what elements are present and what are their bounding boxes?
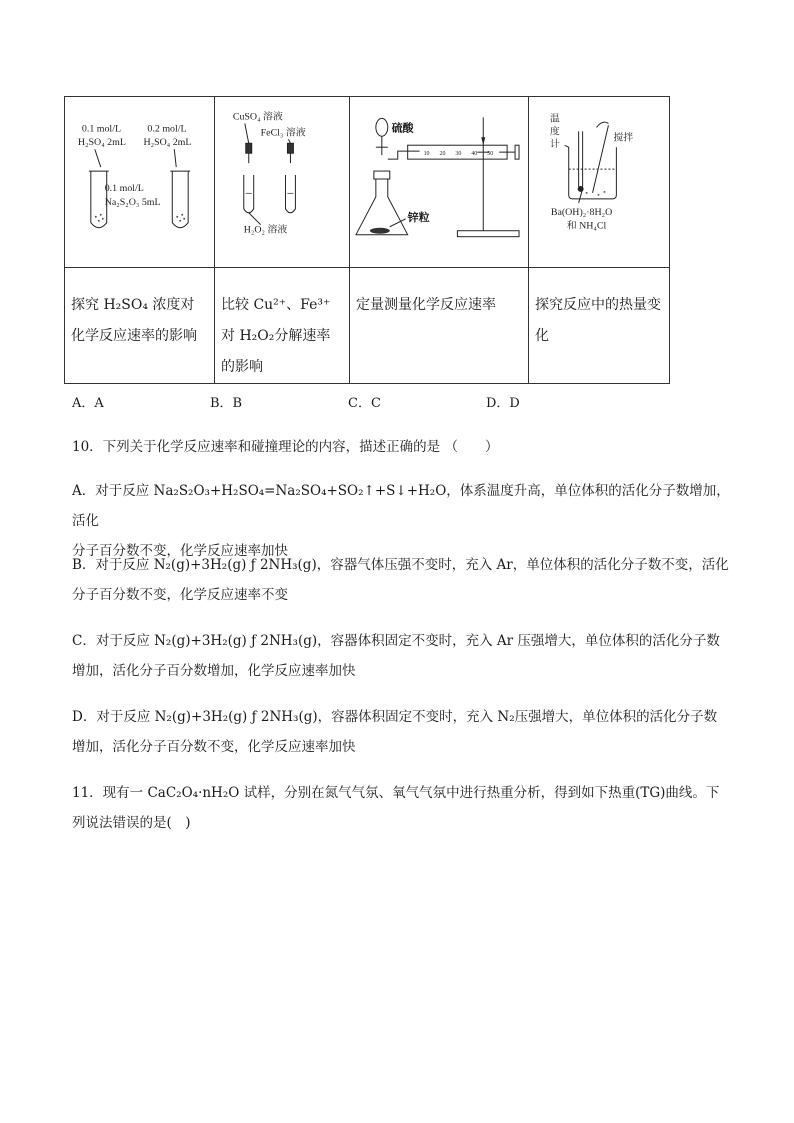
label-thermo-3: 计 bbox=[549, 139, 560, 151]
syringe-tick-10: 10 bbox=[423, 151, 430, 158]
label-conc-1: 0.1 mol/L bbox=[81, 123, 122, 135]
label-fecl3: FeCl₃ 溶液 bbox=[260, 127, 306, 139]
q10-d-line-1: D．对于反应 N₂(g)+3H₂(g) ƒ 2NH₃(g)，容器体积固定不变时，充入 N₂压强增大，单位体积的活化分子数 bbox=[72, 709, 718, 725]
option-a[interactable]: A．A bbox=[72, 396, 104, 411]
syringe-tick-30: 30 bbox=[455, 151, 462, 158]
q11-line-2: 列说法错误的是( ) bbox=[72, 815, 191, 831]
q10-stem: 10．下列关于化学反应速率和碰撞理论的内容，描述正确的是 （ ） bbox=[72, 439, 499, 455]
conical-flask bbox=[356, 179, 408, 235]
experiment-d-caption: 探究反应中的热量变化 bbox=[529, 268, 670, 384]
stirring-rod bbox=[593, 125, 609, 193]
label-na2s2o3: Na₂S₂O₃ 5mL bbox=[104, 196, 161, 208]
test-tube-2 bbox=[172, 171, 188, 228]
experiment-a-caption: 探究 H₂SO₄ 浓度对化学反应速率的影响 bbox=[65, 268, 215, 384]
experiment-b-caption: 比较 Cu²⁺、Fe³⁺对 H₂O₂分解速率的影响 bbox=[215, 268, 350, 384]
experiment-c-caption: 定量测量化学反应速率 bbox=[350, 268, 529, 384]
q10-a-line-2: 分子百分数不变，化学反应速率加快 bbox=[72, 543, 288, 559]
label-thermo-2: 度 bbox=[549, 126, 560, 138]
separatory-funnel bbox=[376, 118, 388, 136]
experiment-a-figure bbox=[65, 97, 215, 268]
q10-c-line-2: 增加，活化分子百分数增加，化学反应速率加快 bbox=[72, 663, 356, 679]
gas-syringe-diagram bbox=[350, 97, 528, 267]
label-sulfuric-acid: 硫酸 bbox=[391, 121, 414, 135]
label-cuso4: CuSO₄ 溶液 bbox=[232, 111, 283, 123]
syringe-tick-40: 40 bbox=[471, 151, 478, 158]
experiment-b-figure bbox=[215, 97, 350, 268]
label-conc-3: 0.1 mol/L bbox=[104, 182, 144, 194]
q10-c-line-1: C．对于反应 N₂(g)+3H₂(g) ƒ 2NH₃(g)，容器体积固定不变时，充入 Ar 压强增大，单位体积的活化分子数 bbox=[72, 633, 720, 649]
label-h2o2: H₂O₂ 溶液 bbox=[243, 224, 288, 236]
stir-arrow bbox=[597, 122, 609, 127]
label-zinc: 锌粒 bbox=[407, 210, 430, 224]
question-11 bbox=[72, 778, 732, 838]
label-conc-2: 0.2 mol/L bbox=[147, 123, 187, 135]
beaker-diagram bbox=[529, 97, 669, 267]
experiment-c-figure bbox=[350, 97, 529, 268]
beaker bbox=[565, 145, 617, 199]
label-thermo-1: 温 bbox=[549, 113, 560, 125]
q10-option-b[interactable] bbox=[72, 550, 732, 610]
experiment-d-figure bbox=[529, 97, 670, 268]
label-h2so4-2: H₂SO₄ 2mL bbox=[143, 137, 192, 149]
label-nh4cl: 和 NH₄Cl bbox=[566, 220, 607, 232]
label-h2so4-1: H₂SO₄ 2mL bbox=[77, 137, 126, 149]
label-stir: 搅拌 bbox=[613, 132, 634, 144]
experiment-table bbox=[64, 96, 670, 384]
q10-option-d[interactable] bbox=[72, 702, 732, 762]
q10-option-c[interactable] bbox=[72, 626, 732, 686]
iron-stand-base bbox=[457, 231, 519, 237]
q10-b-line-1: B．对于反应 N₂(g)+3H₂(g) ƒ 2NH₃(g)，容器气体压强不变时，充入 Ar，单位体积的活化分子数不变，活化 bbox=[72, 557, 729, 573]
q10-d-line-2: 增加，活化分子百分数不变，化学反应速率加快 bbox=[72, 739, 356, 755]
q11-line-1: 11．现有一 CaC₂O₄·nH₂O 试样，分别在氮气气氛、氧气气氛中进行热重分析，得到如下热重(TG)曲线。下 bbox=[72, 785, 720, 801]
question-10 bbox=[72, 432, 732, 462]
option-d[interactable]: D．D bbox=[486, 396, 520, 411]
option-c[interactable]: C．C bbox=[348, 396, 381, 411]
q10-a-line-1: A．对于反应 Na₂S₂O₃+H₂SO₄=Na₂SO₄+SO₂↑+S↓+H₂O，体系温度升高，单位体积的活化分子数增加，活化 bbox=[72, 483, 730, 529]
q10-b-line-2: 分子百分数不变，化学反应速率不变 bbox=[72, 587, 288, 603]
catalyst-tubes-diagram bbox=[215, 97, 349, 267]
option-b[interactable]: B．B bbox=[210, 396, 243, 411]
test-tubes-diagram bbox=[65, 97, 214, 267]
label-baoh2: Ba(OH)₂·8H₂O bbox=[550, 206, 613, 218]
syringe-tick-50: 50 bbox=[487, 151, 494, 158]
syringe-tick-20: 20 bbox=[439, 151, 446, 158]
